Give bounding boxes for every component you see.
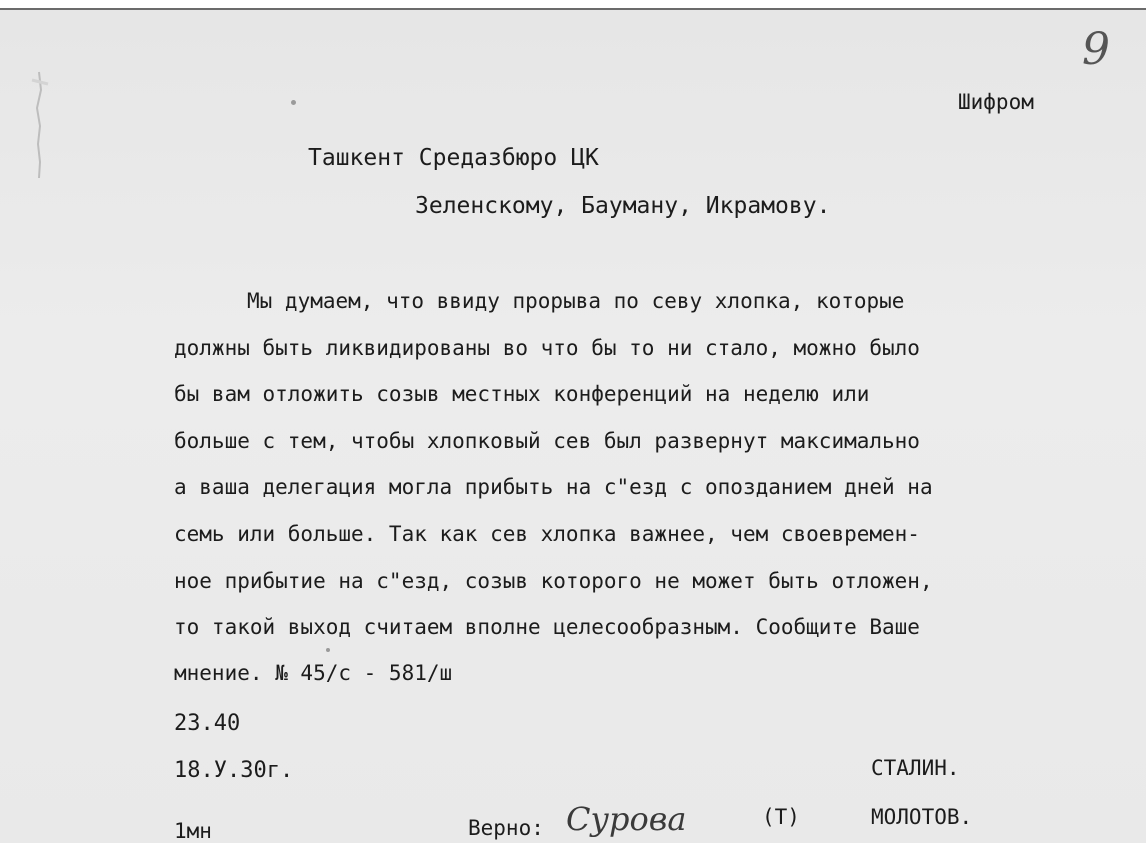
- signatory-molotov: МОЛОТОВ.: [871, 805, 973, 829]
- transmission-mode: Шифром: [958, 90, 1034, 114]
- document-sheet: [0, 8, 1146, 843]
- addressees-line: Зеленскому, Бауману, Икрамову.: [415, 193, 831, 219]
- body-line: бы вам отложить созыв местных конференций на неделю или: [174, 382, 870, 406]
- verified-label: Верно:: [468, 816, 544, 840]
- body-line: больше с тем, чтобы хлопковый сев был развернут максимально: [174, 429, 920, 453]
- ink-speck: [291, 100, 296, 105]
- body-line: семь или больше. Так как сев хлопка важнее, чем своевремен-: [174, 522, 920, 546]
- body-line: то такой выход считаем вполне целесообразным. Сообщите Ваше: [174, 615, 920, 639]
- body-line: мнение. № 45/с - 581/ш: [174, 661, 453, 685]
- ink-speck: [326, 648, 330, 652]
- body-line: а ваша делегация могла прибыть на с"езд с опозданием дней на: [174, 475, 933, 499]
- archive-page-number: 9: [1082, 24, 1110, 75]
- verifier-signature: Сурова: [566, 800, 687, 838]
- time-stamp: 23.40: [174, 711, 241, 736]
- body-line: должны быть ликвидированы во что бы то ни стало, можно было: [174, 336, 920, 360]
- signatory-stalin: СТАЛИН.: [871, 756, 960, 780]
- body-line: Мы думаем, что ввиду прорыва по севу хлопка, которые: [247, 289, 905, 313]
- paper-fold-mark: [28, 70, 50, 180]
- telegraph-mark: (Т): [762, 805, 800, 829]
- date-stamp: 18.У.30г.: [174, 758, 294, 783]
- copies-mark: 1мн: [174, 819, 212, 843]
- body-line: ное прибытие на с"езд, созыв которого не может быть отложен,: [174, 569, 933, 593]
- destination-line: Ташкент Средазбюро ЦК: [308, 145, 599, 171]
